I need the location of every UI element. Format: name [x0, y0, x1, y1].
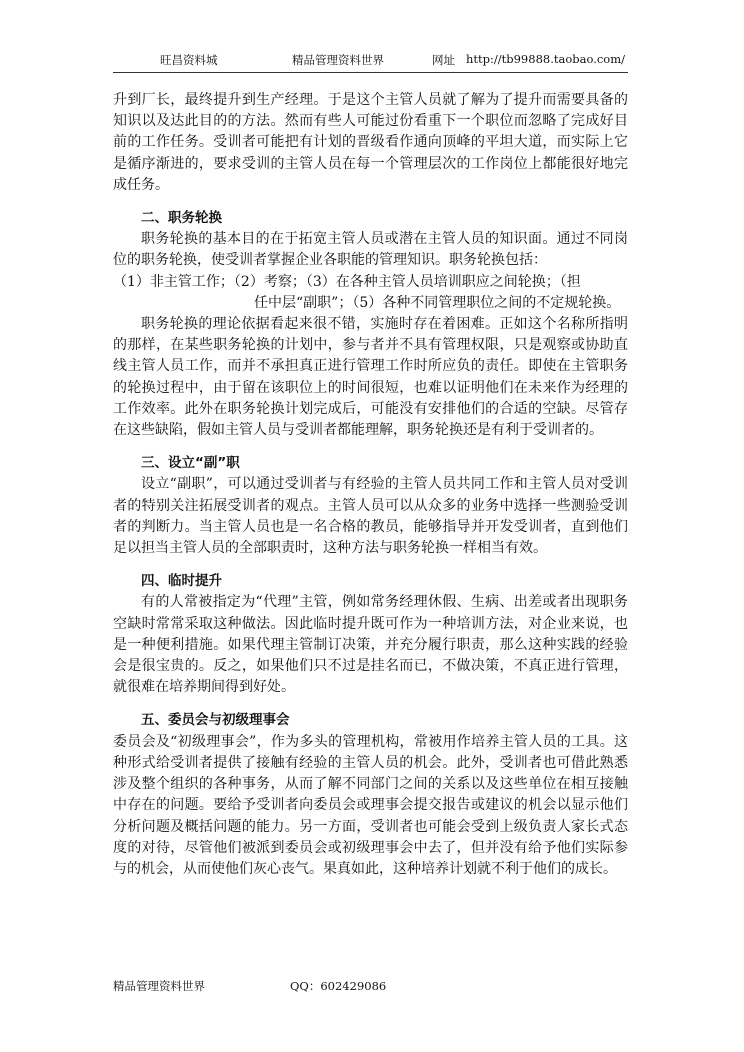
deputy-paragraph: 设立“副职”，可以通过受训者与有经验的主管人员共同工作和主管人员对受训者的特别关注拓展受训者的观点。主管人员可以从众多的业务中选择一些测验受训者的判断力。当主管人员也是一名合格的教员，能够指导并开发受训者，直到他们足以担当主管人员的全部职责时，这种方法与职务轮换一样相当有效。 — [113, 476, 628, 557]
header-site-name: 精品管理资料世界 — [292, 53, 384, 67]
job-rotation-paragraph-1: 职务轮换的基本目的在于拓宽主管人员或潜在主管人员的知识面。通过不同岗位的职务轮换，使受训者掌握企业各职能的管理知识。职务轮换包括： — [113, 231, 628, 269]
job-rotation-list-line-2: 任中层“副职”；（5）各种不同管理职位之间的不定规轮换。 — [254, 294, 621, 311]
section-heading-job-rotation: 二、职务轮换 — [141, 210, 222, 227]
header-shop-name: 旺昌资料城 — [160, 53, 218, 67]
footer-qq: QQ：602429086 — [290, 979, 387, 993]
intro-paragraph: 升到厂长，最终提升到生产经理。于是这个主管人员就了解为了提升而需要具备的知识以及达此目的的方法。然而有些人可能过份看重下一个职位而忽略了完成好目前的工作任务。受训者可能把有计划的晋级看作通向顶峰的平坦大道，而实际上它是循序渐进的，要求受训的主管人员在每一个管理层次的工作岗位上都能很好地完成任务。 — [113, 92, 628, 193]
job-rotation-paragraph-2: 职务轮换的理论依据看起来很不错，实施时存在着困难。正如这个名称所指明的那样，在某些职务轮换的计划中，参与者并不具有管理权限，只是观察或协助直线主管人员工作，而并不承担真正进行管理工作时所应负的责任。即使在主管职务的轮换过程中，由于留在该职位上的时间很短，也难以证明他们在未来作为经理的工作效率。此外在职务轮换计划完成后，可能没有安排他们的合适的空缺。尽管存在这些缺陷，假如主管人员与受训者都能理解，职务轮换还是有利于受训者的。 — [113, 316, 628, 439]
page-header — [0, 52, 744, 72]
header-url-label: 网址 — [432, 53, 455, 67]
section-heading-deputy: 三、设立“副”职 — [141, 455, 240, 472]
committee-paragraph: 委员会及“初级理事会”，作为多头的管理机构，常被用作培养主管人员的工具。这种形式给受训者提供了接触有经验的主管人员的机会。此外，受训者也可借此熟悉涉及整个组织的各种事务，从而了解不同部门之间的关系以及这些单位在相互接触中存在的问题。要给予受训者向委员会或理事会提交报告或建议的机会以显示他们分析问题及概括问题的能力。另一方面，受训者也可能会受到上级负责人家长式态度的对待，尽管他们被派到委员会或初级理事会中去了，但并没有给予他们实际参与的机会，从而使他们灰心丧气。果真如此，这种培养计划就不利于他们的成长。 — [113, 733, 628, 877]
header-divider — [113, 72, 628, 73]
document-body — [113, 90, 628, 880]
job-rotation-list-line-1: （1）非主管工作；（2）考察；（3）在各种主管人员培训职应之间轮换；（担 — [113, 273, 581, 290]
temporary-promotion-paragraph: 有的人常被指定为“代理”主管，例如常务经理休假、生病、出差或者出现职务空缺时常常采取这种做法。因此临时提升既可作为一种培训方法，对企业来说，也是一种便利措施。如果代理主管制订决策，并充分履行职责，那么这种实践的经验会是很宝贵的。反之，如果他们只不过是挂名而已，不做决策，不真正进行管理，就很难在培养期间得到好处。 — [113, 594, 628, 696]
header-url-link[interactable]: http://tb99888.taobao.com/ — [466, 52, 625, 66]
section-heading-committee: 五、委员会与初级理事会 — [141, 712, 290, 729]
section-heading-temporary-promotion: 四、临时提升 — [141, 573, 222, 590]
footer-site-name: 精品管理资料世界 — [113, 979, 205, 993]
